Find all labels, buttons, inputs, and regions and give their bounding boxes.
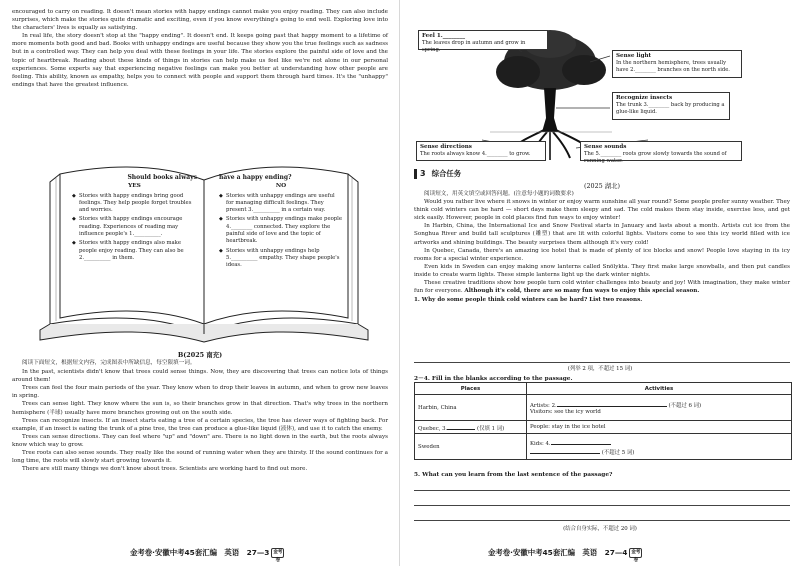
- table-header: Activities: [527, 383, 792, 395]
- passage-source: (2025 湖北): [583, 182, 621, 190]
- diamond-bullet-icon: ◆: [72, 216, 76, 223]
- answer-line[interactable]: [414, 520, 790, 521]
- recognize-insects-text: The trunk 3.________ back by producing a glue-like liquid.: [616, 102, 725, 115]
- sense-light-text: In the northern hemisphere, trees usually have 2.________ branches on the north side.: [616, 60, 730, 73]
- table-cell: Harbin, China: [415, 395, 527, 421]
- sense-sounds-box: [580, 141, 742, 164]
- section-3-heading: [414, 168, 461, 179]
- section-label: 综合任务: [431, 169, 462, 178]
- right-footer: [488, 547, 642, 563]
- no-item: ◆ Stories with unhappy endings make people 4.________ connected. They explore the painful side of love and the topic of heartbreak.: [219, 216, 342, 245]
- yes-item: ◆ Stories with happy endings encourage reading. Experiences of reading may influence people's 1.__________.: [72, 216, 183, 238]
- answer-table: [414, 382, 792, 460]
- no-item: ◆ Stories with unhappy endings are useful for managing difficult feelings. They present 3.__________ in a certain way.: [219, 192, 335, 214]
- intro-paragraph: In real life, the story doesn't stop at the "happy ending". It doesn't end. It keeps going past that happy moment to a lifetime of more moments both good and bad. Books with unhappy endings are useful because they show you the true feelings such as sadness but in a controlled way. They can help you deal with these feelings in your life. The stories explore the painful side of love and the topic of heartbreak. Reading about these kinds of things in stories can help make us feel like we're not alone in our personal experiences. Some experts say that experiencing negative feelings can make you better at understanding how other people are feeling. This ability, known as empathy, helps you to connect with people and support them through hard times. It's the "unhappy" endings that have the greatest influence.: [12, 33, 388, 88]
- sense-light-box: [612, 50, 742, 78]
- book-title-right: have a happy ending?: [219, 174, 292, 181]
- blank-4[interactable]: [551, 438, 611, 445]
- passage-instruction: 阅读短文，用英文填空或回答问题。(注意每小题的词数要求): [424, 191, 574, 197]
- sense-directions-box: [416, 141, 546, 161]
- feel-box: [418, 30, 548, 53]
- section-bar-icon: [414, 169, 417, 179]
- answer-line[interactable]: [414, 362, 790, 363]
- passage-bold-sentence: Although it's cold, there are so many fun ways to enjoy this special season.: [464, 288, 700, 295]
- table-cell: Sweden: [415, 434, 527, 460]
- footer-text: 金考卷·安徽中考45套汇编 英语 27—4: [488, 548, 628, 557]
- sense-directions-title: Sense directions: [420, 144, 472, 150]
- blank-3[interactable]: [447, 423, 475, 430]
- passage-paragraph: In Quebec, Canada, there's an amazing ice hotel that is made of plenty of ice blocks and snow! People love staying in its icy rooms for a special winter experience.: [414, 247, 790, 262]
- passage: [414, 181, 790, 304]
- question-2-4: 2－4. Fill in the blanks according to the passage.: [414, 376, 573, 382]
- feel-title: Feel 1.________: [422, 33, 466, 39]
- q5-hint: (结合自身实际，不超过 20 词): [563, 526, 637, 532]
- answer-line[interactable]: [414, 490, 790, 491]
- yes-heading: YES: [128, 183, 141, 190]
- brand-logo-icon: 金考卷: [631, 550, 641, 563]
- passage-paragraph: These creative traditions show how people turn cold winter challenges into beauty and joy! With imagination, they make winter fun for everyone. Although it's cold, there are so many fun ways to enjoy this special season.: [414, 280, 790, 295]
- table-cell: Kids: 4. (不超过 5 词): [527, 434, 792, 460]
- right-page: [400, 0, 800, 566]
- sense-light-title: Sense light: [616, 53, 652, 59]
- diamond-bullet-icon: ◆: [219, 247, 223, 254]
- yes-item: ◆ Stories with happy endings also make people enjoy reading. They can also be 2.__________ in them.: [72, 240, 184, 261]
- sense-sounds-text: The 5.________ roots grow slowly towards the sound of running water.: [584, 151, 727, 164]
- passage-paragraph: Even kids in Sweden can enjoy making snow lanterns called Snölykta. They first make large snowballs, and then put candles inside to create warm lights. These simple lanterns light up the dark winter nights.: [414, 263, 790, 278]
- no-item: ◆ Stories with unhappy endings help 5.__________ empathy. They shape people's ideas.: [219, 247, 340, 269]
- sense-directions-text: The roots always know 4.________ to grow.: [420, 151, 531, 157]
- intro-text: [12, 8, 388, 89]
- part-b-paragraph: Tree roots can also sense sounds. They really like the sound of running water when they are thirsty. If the sound continues for a long time, the roots will slowly start growing towards it.: [12, 450, 388, 465]
- book-illustration: [20, 158, 388, 344]
- blank-4-continued[interactable]: [530, 447, 600, 454]
- part-b-paragraph: Trees can feel the four main periods of the year. They know when to drop their leaves in autumn, and when to grow new leaves in spring.: [12, 385, 388, 400]
- part-b-title: B(2025 南充): [177, 351, 223, 359]
- diamond-bullet-icon: ◆: [219, 216, 223, 223]
- feel-text: The leaves drop in autumn and grow in spring.: [422, 40, 526, 53]
- part-b-paragraph: Trees can sense light. They know where the sun is, so their branches grow in that direction. That's why trees in the northern hemisphere (半球) usually have more branches growing out on the south side.: [12, 401, 388, 416]
- diamond-bullet-icon: ◆: [72, 192, 76, 199]
- book-title-left: Should books always: [127, 174, 197, 181]
- q1-hint: (列举 2 项，不超过 15 词): [567, 366, 633, 372]
- section-number: 3: [420, 169, 426, 178]
- book-right-page: [219, 174, 343, 314]
- book-left-page: [72, 174, 197, 314]
- passage-paragraph: In Harbin, China, the International Ice and Snow Festival starts in January and lasts about a month. Artists cut ice from the Songhua River and build tall sculptures (雕塑) that are lit with colorful lights. Visitors come to see this icy world filled with ice artworks and shining buildings. The beauty surprises them although it's very cold!: [414, 223, 790, 246]
- table-header: Places: [415, 383, 527, 395]
- part-b: [12, 350, 388, 473]
- no-heading: NO: [275, 183, 287, 190]
- question-5: 5. What can you learn from the last sentence of the passage?: [414, 472, 613, 478]
- table-cell: Artists: 2. (不超过 6 词) Visitors: see the icy world: [527, 395, 792, 421]
- recognize-insects-title: Recognize insects: [616, 95, 673, 101]
- yes-item: ◆ Stories with happy endings bring good feelings. They help people forget troubles and worries.: [72, 192, 192, 214]
- brand-logo-icon: 金考卷: [273, 550, 283, 563]
- answer-line[interactable]: [414, 505, 790, 506]
- diamond-bullet-icon: ◆: [72, 240, 76, 247]
- question-1: 1. Why do some people think cold winters can be hard? List two reasons.: [414, 297, 643, 304]
- blank-2[interactable]: [557, 400, 667, 407]
- intro-paragraph: encouraged to carry on reading. It doesn't mean stories with happy endings cannot make you enjoy reading. They can also include surprises, which make the stories quite dramatic and exciting, even if you know everything's going to end well. Exploring love into the characters' lives is equally as satisfying.: [12, 9, 388, 32]
- table-cell: People: stay in the ice hotel: [527, 421, 792, 434]
- part-b-paragraph: Trees can recognize insects. If an insect starts eating a tree of a certain species, the tree has clever ways of fighting back. For example, if an insect is eating the trunk of a pine tree, the tree can produce a glue-like liquid (液体), and use it to catch the enemy.: [12, 417, 388, 432]
- part-b-instruction: 阅读下面短文，根据短文内容，完成图表中所缺信息，每空限填一词。: [22, 360, 196, 366]
- part-b-paragraph: There are still many things we don't know about trees. Scientists are working hard to find out more.: [22, 466, 308, 473]
- passage-paragraph: Would you rather live where it snows in winter or enjoy warm sunshine all year round? Some people prefer sunny weather. They think cold winters can be hard — short days make them sleepy and sad. The cold makes them stay inside, exercise less, and get sick easily. However, people in cold places find fun ways to enjoy winter!: [414, 199, 790, 222]
- table-cell: Quebec, 3. (仅填 1 词): [415, 421, 527, 434]
- part-b-paragraph: Trees can sense directions. They can feel where "up" and "down" are. There is no light down in the earth, but the roots always know which way to grow.: [12, 433, 388, 448]
- footer-text: 金考卷·安徽中考45套汇编 英语 27—3: [130, 548, 270, 557]
- diamond-bullet-icon: ◆: [219, 192, 223, 199]
- sense-sounds-title: Sense sounds: [584, 144, 627, 150]
- recognize-insects-box: [612, 92, 730, 120]
- left-footer: [130, 547, 284, 563]
- part-b-paragraph: In the past, scientists didn't know that trees could sense things. Now, they are discovering that trees can notice lots of things around them!: [12, 369, 388, 384]
